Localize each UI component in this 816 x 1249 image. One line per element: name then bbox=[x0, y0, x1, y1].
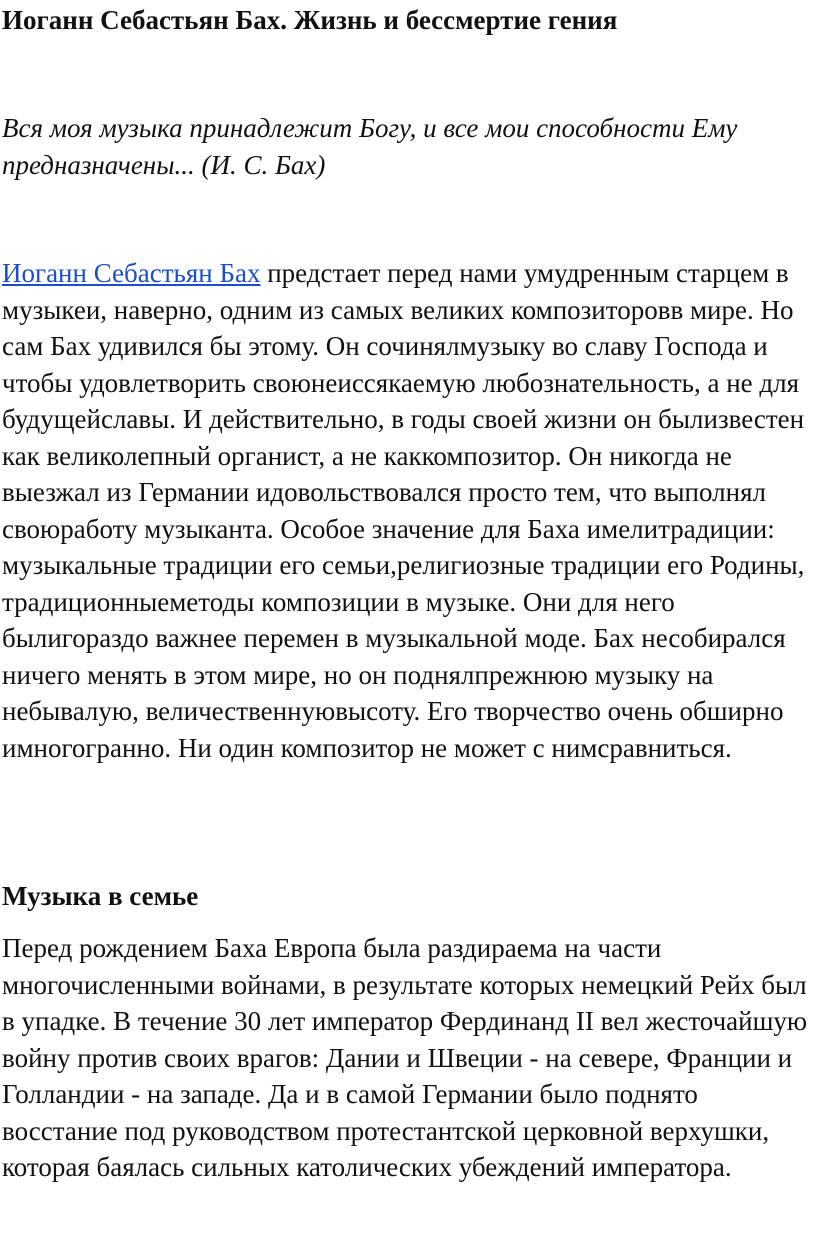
bach-link[interactable]: Иоганн Себастьян Бах bbox=[2, 258, 261, 288]
intro-paragraph-text: предстает перед нами умудренным старцем в музыкеи, наверно, одним из самых великих композиторовв мире. Но сам Бах удивился бы этому. Он сочинялмузыку во славу Господа и чтобы удовлетворить своюнеиссякаемую любознательность, а не для будущейславы. И действительно, в годы своей жизни он былизвестен как великолепный органист, а не каккомпозитор. Он никогда не выезжал из Германии идовольствовался просто тем, что выполнял своюработу музыканта. Особое значение для Баха имелитрадиции: музыкальные традиции его семьи,религиозные традиции его Родины, традиционныеметоды композиции в музыке. Они для него былигораздо важнее перемен в музыкальной моде. Бах несобирался ничего менять в этом мире, но он поднялпрежнюю музыку на небывалую, величественнуювысоту. Его творчество очень обширно имногогранно. Ни один композитор не может с нимсравниться. bbox=[2, 258, 805, 763]
section-heading-music-in-family: Музыка в семье bbox=[2, 881, 199, 911]
section-paragraph: Перед рождением Баха Европа была раздираема на части многочисленными войнами, в результате которых немецкий Рейх был в упадке. В течение 30 лет император Фердинанд II вел жесточайшую войну против своих врагов: Дании и Швеции - на севере, Франции и Голландии - на западе. Да и в самой Германии было поднято восстание под руководством протестантской церковной верхушки, которая баялась сильных католических убеждений императора. bbox=[2, 933, 808, 1182]
intro-paragraph bbox=[2, 255, 814, 766]
document-title: Иоганн Себастьян Бах. Жизнь и бессмертие гения bbox=[2, 5, 618, 35]
epigraph-quote: Вся моя музыка принадлежит Богу, и все мои способности Ему предназначены... (И. С. Бах) bbox=[2, 113, 738, 180]
